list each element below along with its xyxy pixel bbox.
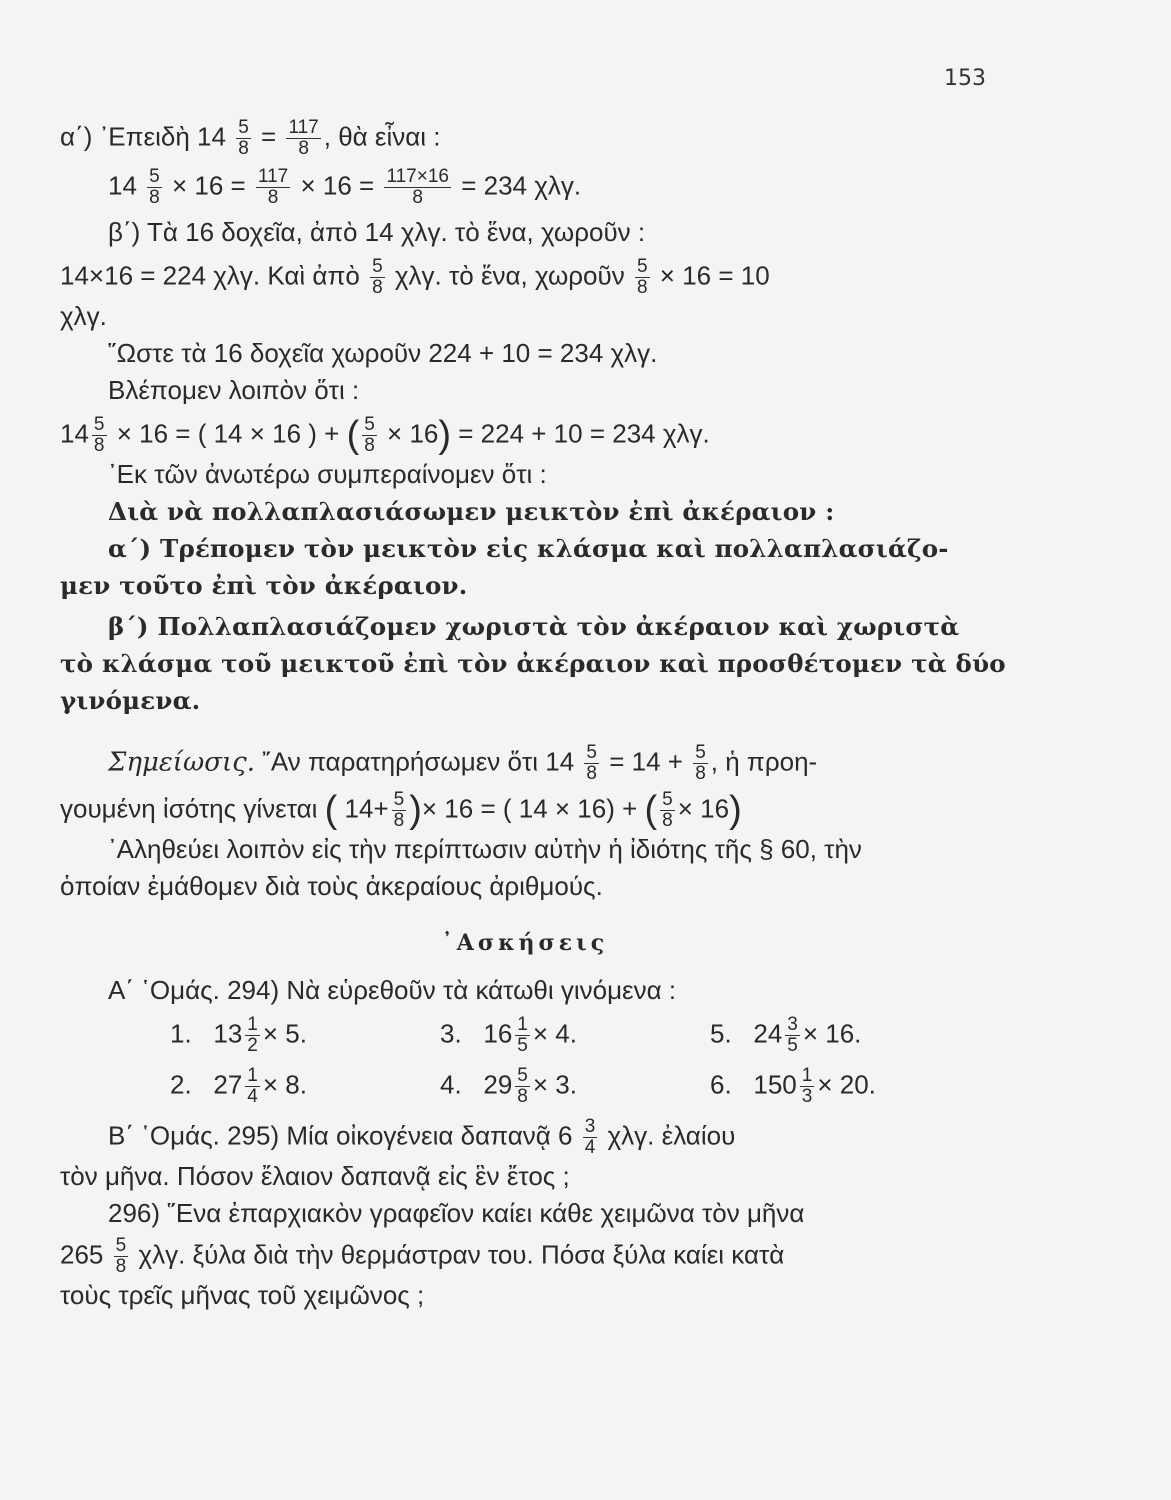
expression-part: × 16 = [171,170,246,201]
rule-a-line1: α΄) Τρέπομεν τὸν μεικτὸν εἰς κλάσμα καὶ πολλαπλασιάζο- [108,534,949,563]
group-b-line2: τὸν μῆνα. Πόσον ἔλαιον δαπανᾷ εἰς ἓν ἔτος ; [60,1161,570,1191]
exercise-296-line1: 296) ῞Ενα ἐπαρχιακὸν γραφεῖον καίει κάθε χειμῶνα τὸν μῆνα [108,1198,805,1228]
equals-sign: = [261,121,277,152]
paren-close-icon: ) [438,414,452,456]
exercise-item: 1. 13 $\frac{1}{2}$ × 5. [170,1014,307,1056]
fraction: $\frac{5}{8}$ [586,742,597,784]
solution-b-equation [60,415,990,456]
exercise-296-line2 [60,1236,990,1277]
exercise-item: 2. 27 $\frac{1}{4}$ × 8. [170,1065,307,1107]
text-part: , ἡ προη- [710,746,818,777]
expression-part: × 16 = [300,170,375,201]
whole-number: 14 [60,418,89,449]
fraction: $\frac{117}{8}$ [257,166,289,208]
fraction: $\frac{5}{8}$ [372,256,383,298]
fraction: $\frac{5}{8}$ [238,117,249,159]
rule-b-line2: τὸ κλάσμα τοῦ μεικτοῦ ἐπὶ τὸν ἀκέραιον καὶ προσθέτομεν τὰ δύο [60,649,1006,678]
text-part: ῎Αν παρατηρήσωμεν ὅτι 14 [262,746,575,777]
note-line2 [60,790,990,831]
group-b-line1 [60,1117,990,1158]
rule-a-line2: μεν τοῦτο ἐπὶ τὸν ἀκέραιον. [60,571,468,600]
text-part: χλγ. ἐλαίου [607,1120,736,1151]
fraction: $\frac{117\times 16}{8}$ [386,166,449,208]
expression-part: × 16 [387,418,439,449]
text-part: Β΄ ῾Ομάς. 295) Μία οἰκογένεια δαπανᾷ 6 [108,1120,573,1151]
solution-a-intro: ᾿Επειδὴ 14 [99,121,226,152]
rule-b-line3: γινόμενα. [60,686,201,715]
text-part: × 16 = ( 14 × 16) + [421,793,638,824]
page-content [60,117,1006,1314]
solution-a-calc [60,167,990,208]
whole-number: 265 [60,1239,104,1270]
whole-number: 14 [108,170,137,201]
text-part: χλγ. τὸ ἕνα, χωροῦν [394,260,625,291]
fraction: $\frac{5}{8}$ [393,789,405,831]
exercise-296-line3: τοὺς τρεῖς μῆνας τοῦ χειμῶνος ; [60,1280,425,1310]
exercise-item: 5. 24 $\frac{3}{5}$ × 16. [710,1014,862,1056]
fraction: $\frac{5}{8}$ [115,1235,127,1277]
paren-close-icon: ) [409,789,422,831]
text-part: 14×16 = 224 χλγ. Καὶ ἀπὸ [60,260,360,291]
note-line3: ᾿Αληθεύει λοιπὸν εἰς τὴν περίπτωσιν αὐτὴν ἡ ἰδιότης τῆς § 60, τὴν [108,834,862,864]
text-part: × 16 [677,793,730,824]
note-label: Σημείωσις. [108,747,255,778]
expression-result: = 234 χλγ. [461,170,582,201]
exercises-heading: ᾿Ασκήσεις [441,930,609,956]
text-part: 14+ [344,793,389,824]
fraction: $\frac{5}{8}$ [662,789,673,831]
fraction: $\frac{5}{8}$ [695,742,706,784]
solution-a-line [60,118,990,159]
paren-open-icon: ( [644,789,658,831]
text-part: × 16 = 10 [659,260,770,291]
solution-b-line1: β΄) Τὰ 16 δοχεῖα, ἀπὸ 14 χλγ. τὸ ἕνα, χωροῦν : [108,217,646,247]
fraction: $\frac{3}{4}$ [584,1116,596,1158]
text-part: γουμένη ἰσότης γίνεται [60,793,318,824]
paren-close-icon: ) [729,789,742,831]
exercise-item: 6. 150 $\frac{1}{3}$ × 20. [710,1065,876,1107]
solution-b-line3: χλγ. [60,301,107,331]
fraction: $\frac{5}{8}$ [636,256,648,298]
fraction: $\frac{5}{8}$ [93,414,105,456]
paren-open-icon: ( [324,789,338,831]
solution-a-tail: , θὰ εἶναι : [323,121,441,152]
group-a-intro: Α΄ ῾Ομάς. 294) Νὰ εὑρεθοῦν τὰ κάτωθι γινόμενα : [108,975,677,1005]
paren-open-icon: ( [346,414,360,456]
expression-part: × 16 = ( 14 × 16 ) + [116,418,340,449]
exercise-item: 3. 16 $\frac{1}{5}$ × 4. [440,1014,577,1056]
exercise-item: 4. 29 $\frac{5}{8}$ × 3. [440,1065,577,1107]
text-part: = 14 + [609,746,683,777]
rule-b-line1: β΄) Πολλαπλασιάζομεν χωριστὰ τὸν ἀκέραιον καὶ χωριστὰ [108,612,960,641]
note-line4: ὁποίαν ἐμάθομεν διὰ τοὺς ἀκεραίους ἀριθμούς. [60,871,603,901]
exercise-row [60,1015,990,1056]
note-line1 [60,743,990,784]
solution-a-label: α΄) [60,121,93,152]
fraction: $\frac{5}{8}$ [364,414,375,456]
fraction: $\frac{5}{8}$ [149,166,160,208]
conclusion: ᾿Εκ τῶν ἀνωτέρω συμπεραίνομεν ὅτι : [108,459,547,489]
solution-b-line2 [60,257,990,298]
fraction: $\frac{117}{8}$ [288,117,319,159]
rule-title: Διὰ νὰ πολλαπλασιάσωμεν μεικτὸν ἐπὶ ἀκέραιον : [108,497,835,526]
page-number: 153 [944,66,986,91]
solution-b-line4: ῞Ωστε τὰ 16 δοχεῖα χωροῦν 224 + 10 = 234 χλγ. [108,338,658,368]
solution-b-line5: Βλέπομεν λοιπὸν ὅτι : [108,375,360,405]
exercise-row [60,1066,990,1107]
text-part: χλγ. ξύλα διὰ τὴν θερμάστραν του. Πόσα ξύλα καίει κατὰ [138,1239,785,1270]
expression-result: = 224 + 10 = 234 χλγ. [458,418,710,449]
